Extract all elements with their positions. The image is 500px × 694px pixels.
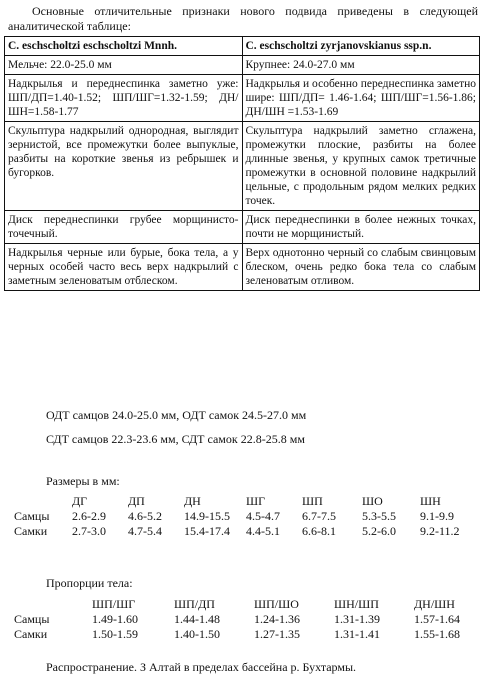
proportions-col-header: ШП/ДП [174, 597, 215, 611]
proportion-value: 1.44-1.48 [174, 612, 220, 626]
size-value: 5.3-5.5 [362, 509, 396, 523]
header-new-subspecies: C. eschscholtzi zyrjanovskianus ssp.n. [242, 37, 480, 56]
sizes-col-header: ШГ [246, 494, 266, 508]
sizes-col-header: ДП [128, 494, 145, 508]
comparison-row-sculpture [5, 122, 480, 211]
comparison-table [4, 36, 480, 291]
comparison-row-proportions [5, 75, 480, 122]
proportion-value: 1.55-1.68 [414, 627, 460, 641]
comparison-header-row [5, 37, 480, 56]
cell-right: Верх однотонно черный со слабым свинцовым блеском, очень редко бока тела со слабым зеленоватым отливом. [242, 244, 480, 291]
size-value: 6.6-8.1 [302, 524, 336, 538]
proportion-value: 1.49-1.60 [92, 612, 138, 626]
proportion-value: 1.31-1.39 [334, 612, 380, 626]
sizes-row-females [14, 524, 480, 539]
proportions-table [14, 597, 494, 642]
distribution-line: Распространение. З Алтай в пределах бассейна р. Бухтармы. [46, 660, 357, 674]
cell-right: Надкрылья и особенно переднеспинка заметно шире: ШП/ДП= 1.46-1.64; ШП/ШГ=1.56-1.86; ДН/ШН =1.53-1.69 [242, 75, 480, 122]
proportion-value: 1.31-1.41 [334, 627, 380, 641]
sdt-line: СДТ самцов 22.3-23.6 мм, СДТ самок 22.8-25.8 мм [46, 432, 305, 446]
proportions-corner [14, 597, 92, 612]
size-value: 2.7-3.0 [72, 524, 106, 538]
comparison-row-pronotum-disc [5, 211, 480, 244]
row-label: Самцы [14, 612, 50, 626]
odt-line: ОДТ самцов 24.0-25.0 мм, ОДТ самок 24.5-27.0 мм [46, 408, 307, 422]
cell-left: Надкрылья и переднеспинка заметно уже: ШП/ДП=1.40-1.52; ШП/ШГ=1.32-1.59; ДН/ШН=1.58-1.77 [5, 75, 243, 122]
cell-right: Скульптура надкрылий заметно сглажена, промежутки плоские, разбиты на более длинные звенья, у крупных самок третичные промежутки в основной половине надкрылий цельные, с продольным рядом мелких редких точек. [242, 122, 480, 211]
size-value: 6.7-7.5 [302, 509, 336, 523]
sizes-row-males [14, 509, 480, 524]
sizes-col-header: ДН [184, 494, 201, 508]
comparison-row-size [5, 56, 480, 75]
proportions-title: Пропорции тела: [46, 576, 133, 590]
proportions-col-header: ШП/ШО [254, 597, 299, 611]
proportion-value: 1.27-1.35 [254, 627, 300, 641]
row-label: Самки [14, 627, 48, 641]
size-value: 15.4-17.4 [184, 524, 230, 538]
intro-paragraph: Основные отличительные признаки нового подвида приведены в следующей аналитической таблице: [8, 4, 478, 33]
proportions-header-row [14, 597, 494, 612]
sizes-title: Размеры в мм: [46, 474, 120, 488]
proportion-value: 1.24-1.36 [254, 612, 300, 626]
cell-left: Мельче: 22.0-25.0 мм [5, 56, 243, 75]
proportion-value: 1.40-1.50 [174, 627, 220, 641]
row-label: Самцы [14, 509, 50, 523]
size-value: 4.6-5.2 [128, 509, 162, 523]
cell-left: Диск переднеспинки грубее морщинисто-точечный. [5, 211, 243, 244]
size-value: 4.4-5.1 [246, 524, 280, 538]
sizes-col-header: ДГ [72, 494, 88, 508]
proportions-col-header: ШН/ШП [334, 597, 379, 611]
size-value: 4.5-4.7 [246, 509, 280, 523]
row-label: Самки [14, 524, 48, 538]
cell-left: Скульптура надкрылий однородная, выглядит зернистой, все промежутки более выпуклые, разбиты на короткие звенья из ребрышек и бугорков. [5, 122, 243, 211]
size-value: 14.9-15.5 [184, 509, 230, 523]
proportion-value: 1.50-1.59 [92, 627, 138, 641]
proportion-value: 1.57-1.64 [414, 612, 460, 626]
size-value: 5.2-6.0 [362, 524, 396, 538]
sizes-corner [14, 494, 72, 509]
proportions-row-females [14, 627, 494, 642]
size-value: 2.6-2.9 [72, 509, 106, 523]
sizes-header-row [14, 494, 480, 509]
cell-right: Крупнее: 24.0-27.0 мм [242, 56, 480, 75]
sizes-table [14, 494, 480, 539]
cell-left: Надкрылья черные или бурые, бока тела, а у черных особей часто весь верх надкрылий с заметным зеленоватым отблеском. [5, 244, 243, 291]
sizes-col-header: ШП [302, 494, 323, 508]
size-value: 9.2-11.2 [420, 524, 460, 538]
header-nominotypical: C. eschscholtzi eschscholtzi Mnnh. [5, 37, 243, 56]
sizes-col-header: ШН [420, 494, 441, 508]
size-value: 4.7-5.4 [128, 524, 162, 538]
sizes-col-header: ШО [362, 494, 383, 508]
proportions-row-males [14, 612, 494, 627]
proportions-col-header: ШП/ШГ [92, 597, 136, 611]
size-value: 9.1-9.9 [420, 509, 454, 523]
proportions-col-header: ДН/ШН [414, 597, 455, 611]
comparison-row-coloration [5, 244, 480, 291]
cell-right: Диск переднеспинки в более нежных точках, почти не морщинистый. [242, 211, 480, 244]
